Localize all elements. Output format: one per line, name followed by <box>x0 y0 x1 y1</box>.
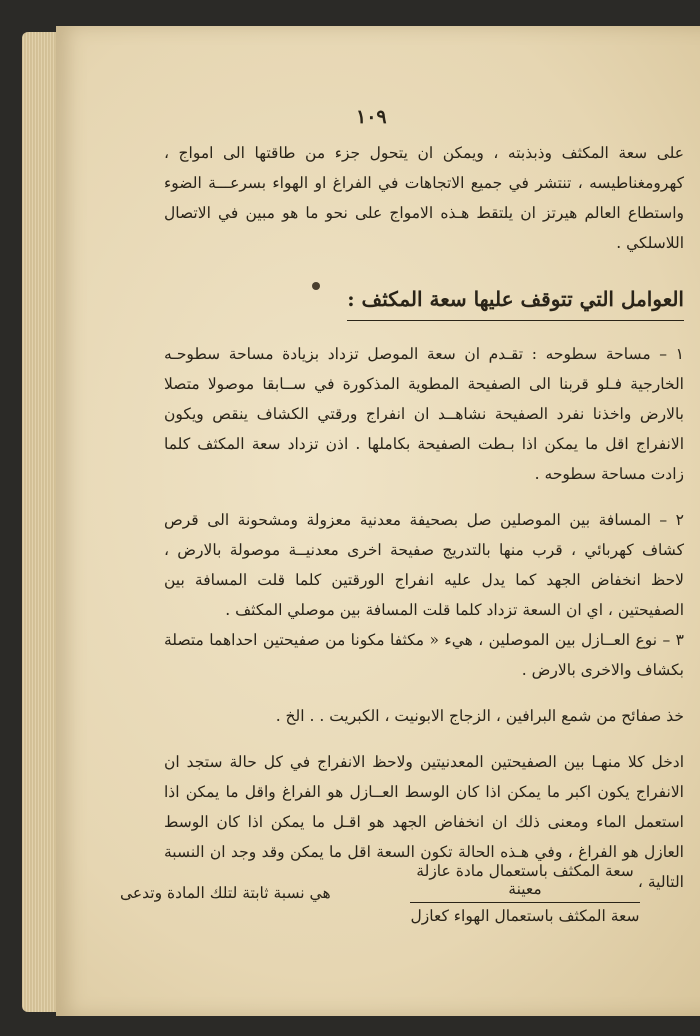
capacitance-ratio <box>120 862 640 932</box>
ratio-fraction <box>410 862 640 925</box>
ink-dot <box>312 282 320 290</box>
factor-1-paragraph: ١ – مساحة سطوحه : تقـدم ان سعة الموصل تزداد بزيادة مساحة سطوحـه الخارجية فـلو قربنا الى الصفيحة المطوية المذكورة في ســابقا موصولا متصلا بالارض واخذنا نفرد الصفيحة نشاهــد ان انفراج ورقتي الكشاف ينقص ويكون الانفراج اقل ما يمكن اذا بـطت الصفيحة بكاملها . اذن تزداد سعة المكثف كلما زادت مساحة سطوحه . <box>164 345 684 483</box>
section-heading: العوامل التي تتوقف عليها سعة المكثف : <box>347 284 684 321</box>
factor-3-paragraph: ٣ – نوع العــازل بين الموصلين ، هيء « مكثفا مكونا من صفيحتين احداهما متصلة بكشاف والاخرى بالارض . <box>164 631 684 679</box>
ratio-numerator: سعة المكثف باستعمال مادة عازلة معينة <box>410 862 640 903</box>
page-number: ١٠٩ <box>356 106 387 128</box>
intro-paragraph: على سعة المكثف وذبذبته ، ويمكن ان يتحول جزء من طاقتها الى امواج ، كهرومغناطيسه ، تنتشر في جميع الاتجاهات في الفراغ او الهواء بسرعـــة الضوء واستطاع العالم هيرتز ان يلتقط هـذه الامواج على نحو ما هو مبين في الاتصال اللاسلكي . <box>164 144 684 252</box>
ratio-conclusion: هي نسبة ثابتة لتلك المادة وتدعى <box>120 884 331 902</box>
factor-2-paragraph: ٢ – المسافة بين الموصلين صل بصحيفة معدنية معزولة ومشحونة الى قرص كشاف كهربائي ، قرب منها بالتدريج صفيحة اخرى معدنيــة موصولة بالارض ، لاحظ انخفاض الجهد كما يدل عليه انفراج الورقتين كلما قلت المسافة بين الصفيحتين ، اي ان السعة تزداد كلما قلت المسافة بين موصلي المكثف . <box>164 511 684 619</box>
observation-paragraph: ادخل كلا منهـا بين الصفيحتين المعدنيتين ولاحظ الانفراج في كل حالة ستجد ان الانفراج يكون اكبر ما يمكن اذا كان الوسط العــازل هو الفراغ واقل ما يمكن اذا استعمل الماء ومعنى ذلك ان انخفاض الجهد هو اقـل ما يمكن اذا كان الوسط العازل هو الفراغ ، وفي هـذه الحالة تكون السعة اقل ما يمكن وقد وجد ان النسبة التالية ، <box>164 753 684 891</box>
ratio-denominator: سعة المكثف باستعمال الهواء كعازل <box>410 907 640 925</box>
materials-paragraph: خذ صفائح من شمع البرافين ، الزجاج الابونيت ، الكبريت . . الخ . <box>275 707 684 725</box>
page-text <box>164 138 684 897</box>
